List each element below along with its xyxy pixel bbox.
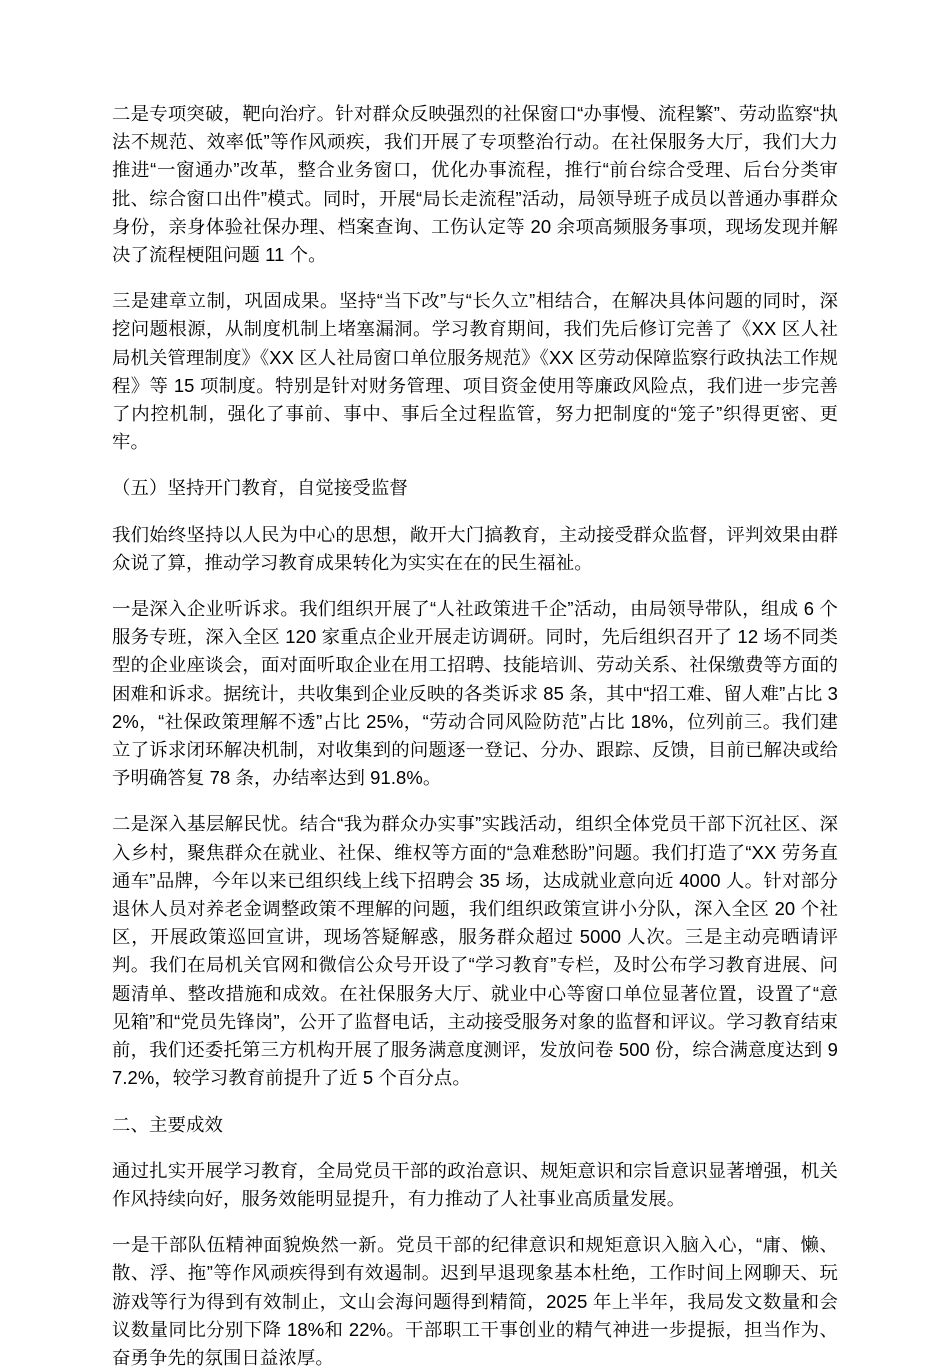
section-heading-main-achievements: 二、主要成效 (112, 1113, 223, 1135)
section-heading-five: （五）坚持开门教育，自觉接受监督 (112, 477, 408, 499)
paragraph-jianzhang-lizhi: 三是建章立制，巩固成果。坚持“当下改”与“长久立”相结合，在解决具体问题的同时，深挖问题根源，从制度机制上堵塞漏洞。学习教育期间，我们先后修订完善了《XX 区人社局机关管理制度》《XX 区人社局窗口单位服务规范》《XX 区劳动保障监察行政执法工作规程》等 15 项制度。特别是针对财务管理、项目资金使用等廉政风险点，我们进一步完善了内控机制，强化了事前、事中、事后全过程监管，努力把制度的“笼子”织得更密、更牢。 (112, 290, 838, 453)
paragraph-kaimen-jiaoyu-intro: 我们始终坚持以人民为中心的思想，敞开大门搞教育，主动接受群众监督，评判效果由群众说了算，推动学习教育成果转化为实实在在的民生福祉。 (112, 523, 838, 573)
paragraph-zhuyao-chengxiao-intro: 通过扎实开展学习教育，全局党员干部的政治意识、规矩意识和宗旨意识显著增强，机关作风持续向好，服务效能明显提升，有力推动了人社事业高质量发展。 (112, 1159, 838, 1209)
paragraph-ganbu-duiwu: 一是干部队伍精神面貌焕然一新。党员干部的纪律意识和规矩意识入脑入心，“庸、懒、散、浮、拖”等作风顽疾得到有效遏制。迟到早退现象基本杜绝，工作时间上网聊天、玩游戏等行为得到有效制止，文山会海问题得到精简，2025 年上半年，我局发文数量和会议数量同比分别下降 18%和 22%。干部职工干事创业的精气神进一步提振，担当作为、奋勇争先的氛围日益浓厚。 (112, 1234, 838, 1368)
document-body (112, 100, 838, 1372)
paragraph-zhuanxiang-tupo: 二是专项突破，靶向治疗。针对群众反映强烈的社保窗口“办事慢、流程繁”、劳动监察“执法不规范、效率低”等作风顽疾，我们开展了专项整治行动。在社保服务大厅，我们大力推进“一窗通办”改革，整合业务窗口，优化办事流程，推行“前台综合受理、后台分类审批、综合窗口出件”模式。同时，开展“局长走流程”活动，局领导班子成员以普通办事群众身份，亲身体验社保办理、档案查询、工伤认定等 20 余项高频服务事项，现场发现并解决了流程梗阻问题 11 个。 (112, 103, 838, 266)
paragraph-shenru-qiye: 一是深入企业听诉求。我们组织开展了“人社政策进千企”活动，由局领导带队，组成 6 个服务专班，深入全区 120 家重点企业开展走访调研。同时，先后组织召开了 12 场不同类型的企业座谈会，面对面听取企业在用工招聘、技能培训、劳动关系、社保缴费等方面的困难和诉求。据统计，共收集到企业反映的各类诉求 85 条，其中“招工难、留人难”占比 32%，“社保政策理解不透”占比 25%，“劳动合同风险防范”占比 18%，位列前三。我们建立了诉求闭环解决机制，对收集到的问题逐一登记、分办、跟踪、反馈，目前已解决或给予明确答复 78 条，办结率达到 91.8%。 (112, 598, 838, 789)
paragraph-shenru-jiceng: 二是深入基层解民忧。结合“我为群众办实事”实践活动，组织全体党员干部下沉社区、深入乡村，聚焦群众在就业、社保、维权等方面的“急难愁盼”问题。我们打造了“XX 劳务直通车”品牌，今年以来已组织线上线下招聘会 35 场，达成就业意向近 4000 人。针对部分退休人员对养老金调整政策不理解的问题，我们组织政策宣讲小分队，深入全区 20 个社区，开展政策巡回宣讲，现场答疑解惑，服务群众超过 5000 人次。三是主动亮晒请评判。我们在局机关官网和微信公众号开设了“学习教育”专栏，及时公布学习教育进展、问题清单、整改措施和成效。在社保服务大厅、就业中心等窗口单位显著位置，设置了“意见箱”和“党员先锋岗”，公开了监督电话，主动接受服务对象的监督和评议。学习教育结束前，我们还委托第三方机构开展了服务满意度测评，发放问卷 500 份，综合满意度达到 97.2%，较学习教育前提升了近 5 个百分点。 (112, 813, 838, 1089)
